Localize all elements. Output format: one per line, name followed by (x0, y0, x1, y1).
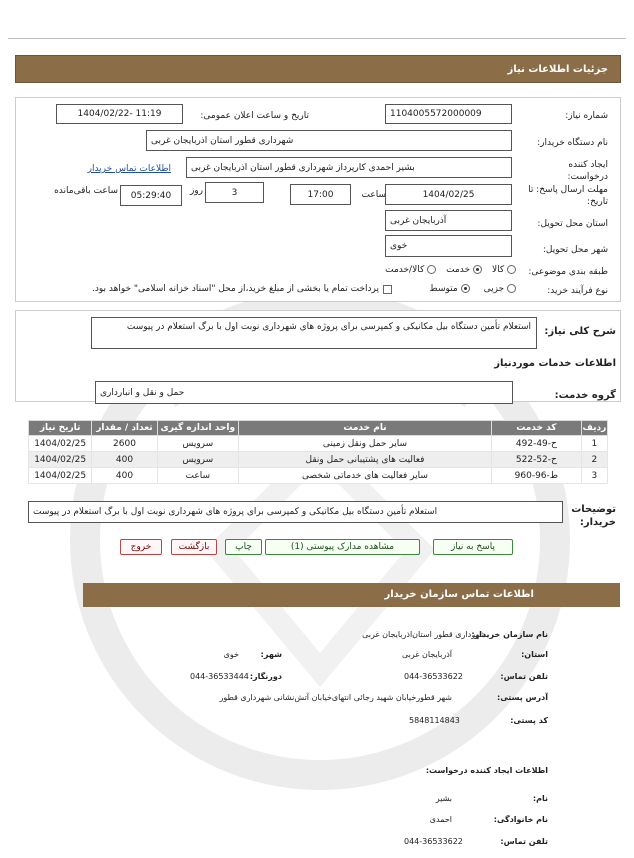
creator-family-label: نام خانوادگی: (493, 815, 548, 824)
need-number-label: شماره نیاز: (565, 111, 608, 121)
creator-name-label: نام: (532, 794, 548, 803)
process-radio-group (429, 284, 516, 294)
category-option-both[interactable]: کالا/خدمت (385, 265, 436, 275)
table-row (29, 468, 608, 484)
cell-row: 1 (581, 436, 607, 452)
deadline-time-field: 17:00 (290, 184, 351, 205)
contact-org-value: شهرداری قطور استان‌اذربایجان غربی (362, 630, 486, 639)
col-service-name: نام خدمت (238, 421, 491, 436)
cell-row: 2 (581, 452, 607, 468)
contact-address-label: آدرس پستی: (497, 693, 548, 702)
creator-phone-label: تلفن تماس: (500, 837, 548, 846)
category-radio-group (385, 265, 516, 275)
cell-qty: 400 (92, 452, 157, 468)
contact-section-header (83, 583, 620, 607)
category-option-service[interactable]: خدمت (446, 265, 482, 275)
summary-label: شرح کلی نیاز: (544, 326, 616, 337)
days-label: روز (189, 186, 203, 196)
cell-name: فعالیت های پشتیبانی حمل ونقل (238, 452, 491, 468)
process-option-minor[interactable]: جزیی (484, 284, 516, 294)
buyer-notes-field: استعلام تأمین دستگاه بیل مکانیکی و کمپرسی برای پروژه های شهرداری نوبت اول با برگ استعلام در پیوست (28, 501, 563, 523)
radio-service[interactable] (473, 265, 482, 274)
remaining-time-label: ساعت باقی‌مانده (54, 186, 118, 196)
treasury-checkbox[interactable] (383, 285, 392, 294)
radio-goods[interactable] (507, 265, 516, 274)
contact-city-value: خوی (223, 650, 239, 659)
cell-name: سایر فعالیت های خدماتی شخصی (238, 468, 491, 484)
cell-row: 3 (581, 468, 607, 484)
radio-both[interactable] (427, 265, 436, 274)
reply-button[interactable]: پاسخ به نیاز (433, 539, 513, 555)
creator-family-value: احمدی (429, 815, 452, 824)
contact-province-value: آذربایجان غربی (401, 650, 452, 659)
col-unit: واحد اندازه گیری (157, 421, 238, 436)
services-table-wrap (28, 420, 608, 484)
contact-fax-value: 044-36533444 (190, 672, 249, 681)
contact-postal-value: 5848114843 (409, 716, 460, 725)
buyer-notes-label: توضیحات خریدار: (571, 504, 616, 528)
col-service-code: کد خدمت (492, 421, 582, 436)
contact-section-title: اطلاعات تماس سازمان خریدار (384, 589, 534, 600)
cell-code: ح-52-522 (492, 452, 582, 468)
contact-address-value: شهر قطورخیابان شهید رجائی انتهای‌خیابان آتش‌نشانی شهرداری قطور (219, 693, 452, 702)
creator-phone-value: 044-36533622 (404, 837, 463, 846)
exit-button[interactable]: خروج (120, 539, 162, 555)
contact-org-label: نام سازمان خریدار: (471, 630, 548, 639)
cell-name: سایر حمل ونقل زمینی (238, 436, 491, 452)
creator-name-value: بشیر (435, 794, 452, 803)
buyer-org-field: شهرداری قطور استان اذربایجان غربی (146, 130, 512, 151)
radio-minor[interactable] (507, 284, 516, 293)
category-label: طبقه بندی موضوعی: (528, 267, 608, 277)
buyer-org-label: نام دستگاه خریدار: (537, 138, 608, 148)
cell-unit: سرویس (157, 452, 238, 468)
back-button[interactable]: بازگشت (171, 539, 217, 555)
page-title: جزئیات اطلاعات نیاز (507, 64, 608, 75)
contact-province-label: استان: (521, 650, 548, 659)
contact-phone-value: 044-36533622 (404, 672, 463, 681)
radio-medium[interactable] (461, 284, 470, 293)
province-field: آذربایجان غربی (385, 210, 512, 231)
cell-date: 1404/02/25 (29, 436, 92, 452)
services-title: اطلاعات خدمات موردنیاز (494, 358, 616, 369)
summary-field: استعلام تأمین دستگاه بیل مکانیکی و کمپرسی برای پروژه های شهرداری نوبت اول با برگ استعلام در پیوست (91, 317, 537, 349)
table-row (29, 452, 608, 468)
treasury-note: پرداخت تمام یا بخشی از مبلغ خرید،از محل "اسناد خزانه اسلامی" خواهد بود. (91, 284, 379, 294)
treasury-payment-option (92, 284, 392, 294)
service-group-field: حمل و نقل و انبارداری (95, 381, 513, 404)
deadline-time-label: ساعت (361, 190, 386, 200)
col-row: ردیف (581, 421, 607, 436)
city-field: خوی (385, 235, 512, 257)
creator-info-title: اطلاعات ایجاد کننده درخواست: (425, 766, 548, 775)
cell-unit: سرویس (157, 436, 238, 452)
services-table (28, 420, 608, 484)
cell-qty: 2600 (92, 436, 157, 452)
contact-city-label: شهر: (260, 650, 282, 659)
cell-qty: 400 (92, 468, 157, 484)
process-option-medium[interactable]: متوسط (429, 284, 469, 294)
view-attachments-button[interactable]: مشاهده مدارک پیوستی (1) (265, 539, 420, 555)
print-button[interactable]: چاپ (225, 539, 262, 555)
category-option-goods[interactable]: کالا (492, 265, 516, 275)
cell-date: 1404/02/25 (29, 452, 92, 468)
col-quantity: تعداد / مقدار (92, 421, 157, 436)
remaining-time-field: 05:29:40 (120, 185, 182, 206)
need-number-field: 1104005572000009 (385, 104, 512, 124)
buyer-contact-link[interactable]: اطلاعات تماس خریدار (87, 164, 171, 174)
cell-unit: ساعت (157, 468, 238, 484)
contact-postal-label: کد پستی: (510, 716, 548, 725)
cell-code: ط-96-960 (492, 468, 582, 484)
announce-field: 1404/02/22- 11:19 (56, 104, 183, 124)
creator-label: ایجاد کننده درخواست: (567, 160, 608, 182)
contact-phone-label: تلفن تماس: (500, 672, 548, 681)
col-need-date: تاریخ نیاز (29, 421, 92, 436)
process-label: نوع فرآیند خرید: (547, 286, 608, 296)
contact-fax-label: دورنگار: (249, 672, 282, 681)
table-row (29, 436, 608, 452)
service-group-label: گروه خدمت: (554, 390, 616, 401)
deadline-label: مهلت ارسال پاسخ: تا تاریخ: (528, 185, 608, 207)
cell-date: 1404/02/25 (29, 468, 92, 484)
cell-code: ح-49-492 (492, 436, 582, 452)
creator-field: بشیر احمدی کارپرداز شهرداری قطور استان اذربایجان غربی (186, 157, 512, 178)
deadline-date-field: 1404/02/25 (385, 184, 512, 205)
table-header-row (29, 421, 608, 436)
page-header (15, 55, 621, 83)
days-remaining-field: 3 (205, 182, 264, 203)
city-label: شهر محل تحویل: (542, 245, 608, 255)
announce-label: تاریخ و ساعت اعلان عمومی: (200, 111, 309, 121)
province-label: استان محل تحویل: (537, 219, 608, 229)
